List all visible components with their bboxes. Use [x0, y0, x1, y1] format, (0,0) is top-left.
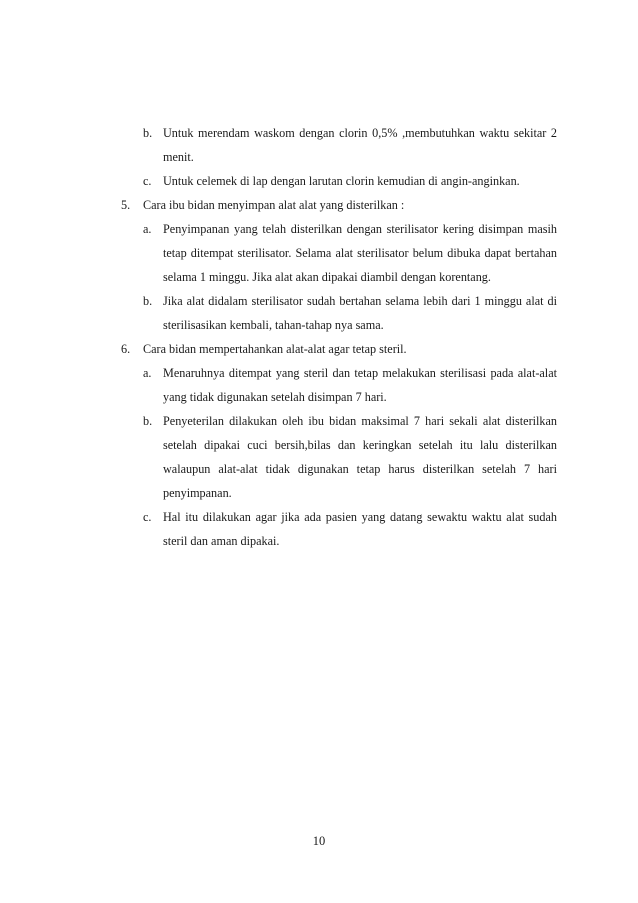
- list-marker: 5.: [121, 198, 131, 212]
- list-item-6a: [143, 361, 557, 409]
- paragraph-text: Jika alat didalam sterilisator sudah bertahan selama lebih dari 1 minggu alat di sterilisasikan kembali, tahan-tahap nya sama.: [163, 294, 557, 332]
- list-item-5a: [143, 217, 557, 289]
- paragraph-text: Untuk merendam waskom dengan clorin 0,5% ,membutuhkan waktu sekitar 2 menit.: [163, 126, 557, 164]
- list-marker: b.: [143, 126, 153, 140]
- paragraph-text: Cara bidan mempertahankan alat-alat agar tetap steril.: [143, 342, 407, 356]
- page-body: [121, 121, 557, 553]
- list-item-6c: [143, 505, 557, 553]
- paragraph-text: Cara ibu bidan menyimpan alat alat yang disterilkan :: [143, 198, 405, 212]
- list-item-c-celemek: [143, 169, 557, 193]
- list-item-6b: [143, 409, 557, 505]
- list-marker: a.: [143, 222, 152, 236]
- list-marker: c.: [143, 174, 152, 188]
- list-marker: b.: [143, 414, 153, 428]
- page-number: 10: [312, 834, 326, 848]
- paragraph-text: Untuk celemek di lap dengan larutan clorin kemudian di angin-anginkan.: [163, 174, 520, 188]
- list-marker: 6.: [121, 342, 131, 356]
- paragraph-text: Menaruhnya ditempat yang steril dan tetap melakukan sterilisasi pada alat-alat yang tidak digunakan setelah disimpan 7 hari.: [163, 366, 557, 404]
- list-marker: c.: [143, 510, 152, 524]
- list-marker: a.: [143, 366, 152, 380]
- list-marker: b.: [143, 294, 153, 308]
- list-item-b-waskom: [143, 121, 557, 169]
- paragraph-text: Hal itu dilakukan agar jika ada pasien yang datang sewaktu waktu alat sudah steril dan aman dipakai.: [163, 510, 557, 548]
- list-item-5: [121, 193, 557, 217]
- list-item-6: [121, 337, 557, 361]
- paragraph-text: Penyeterilan dilakukan oleh ibu bidan maksimal 7 hari sekali alat disterilkan setelah dipakai cuci bersih,bilas dan keringkan setelah itu lalu disterilkan walaupun alat-alat tidak digunakan tetap harus disterilkan setelah 7 hari penyimpanan.: [163, 414, 557, 500]
- list-item-5b: [143, 289, 557, 337]
- paragraph-text: Penyimpanan yang telah disterilkan dengan sterilisator kering disimpan masih tetap ditempat sterilisator. Selama alat sterilisator belum dibuka dapat bertahan selama 1 minggu. Jika alat akan dipakai diambil dengan korentang.: [163, 222, 557, 284]
